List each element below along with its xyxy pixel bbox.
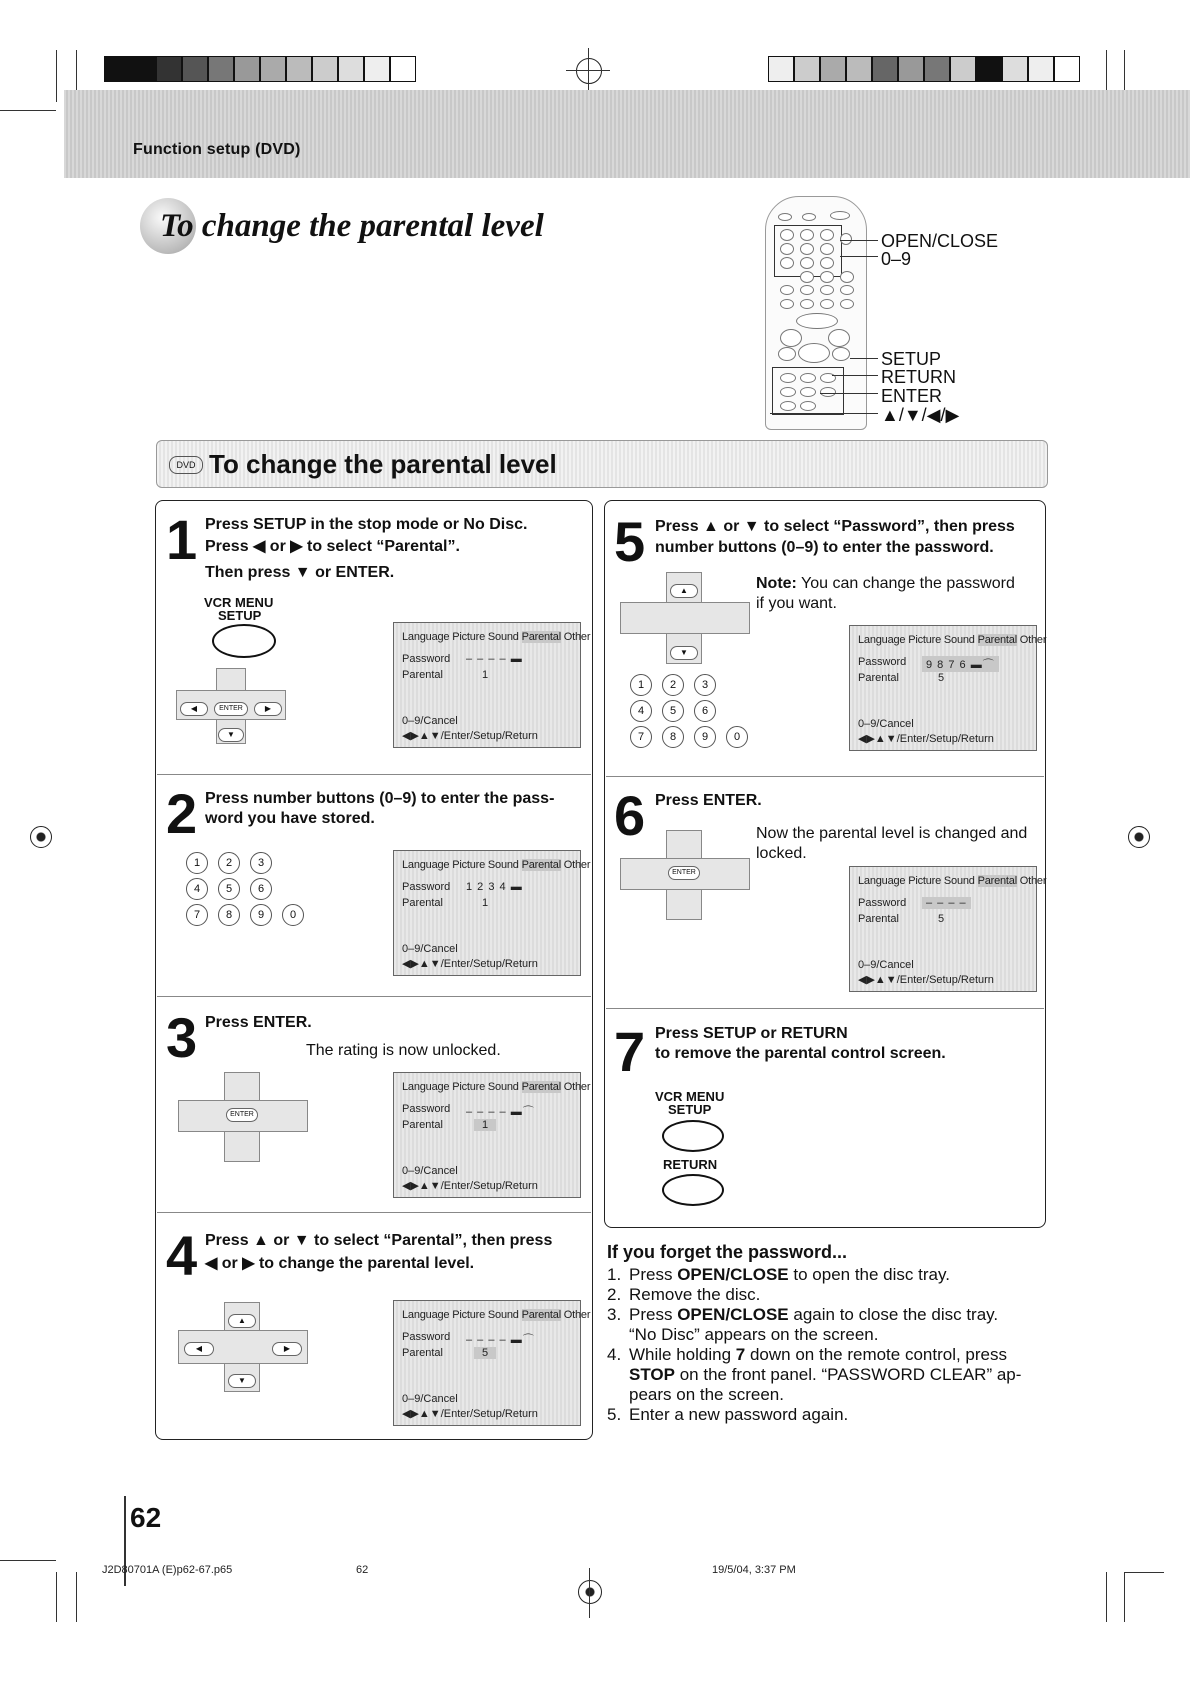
enter-button: ENTER bbox=[226, 1108, 258, 1122]
step-7-line-2: to remove the parental control screen. bbox=[655, 1045, 946, 1062]
list-item: 4. While holding 7 down on the remote control, press STOP on the front panel. “PASSWORD CLEAR” ap- pears on the screen. bbox=[607, 1345, 1022, 1404]
return-label: RETURN bbox=[663, 1157, 718, 1172]
ch-minus-button: ◀ bbox=[184, 1342, 214, 1356]
osd-password-value: – – – – ▬⌒ bbox=[466, 1106, 535, 1118]
crosshair-right-icon bbox=[1128, 826, 1150, 848]
osd-nav-hint: ◀▶▲▼/Enter/Setup/Return bbox=[402, 730, 538, 742]
registration-strip-right bbox=[768, 56, 1080, 82]
dpad-illustration bbox=[620, 572, 750, 664]
crosshair-top-icon bbox=[576, 58, 602, 84]
set-minus-button: ▼ bbox=[670, 646, 698, 660]
digit-key: 3 bbox=[694, 674, 716, 696]
remote-label-setup: SETUP bbox=[881, 349, 942, 369]
digit-key: 6 bbox=[250, 878, 272, 900]
step-3-note: The rating is now unlocked. bbox=[306, 1042, 501, 1059]
registration-strip-left bbox=[104, 56, 416, 82]
enter-button: ENTER bbox=[668, 866, 700, 880]
osd-parental-value: 1 bbox=[482, 669, 489, 681]
remote-label-open-close: OPEN/CLOSE bbox=[881, 231, 999, 251]
enter-button: ENTER bbox=[214, 702, 248, 716]
crop-mark bbox=[1106, 1572, 1107, 1622]
step-5-line-1: Press ▲ or ▼ to select “Password”, then press bbox=[655, 518, 1015, 535]
digit-key: 9 bbox=[694, 726, 716, 748]
section-label: Function setup (DVD) bbox=[133, 141, 301, 158]
step-6-note-line-1: Now the parental level is changed and bbox=[756, 825, 1028, 842]
step-3-line-1: Press ENTER. bbox=[205, 1014, 312, 1031]
ch-plus-button: ▶ bbox=[272, 1342, 302, 1356]
dpad-illustration bbox=[176, 668, 286, 744]
step-4-line-2: ◀ or ▶ to change the parental level. bbox=[205, 1255, 475, 1272]
digit-key: 9 bbox=[250, 904, 272, 926]
step-1-line-3: Then press ▼ or ENTER. bbox=[205, 564, 395, 581]
step-number: 6 bbox=[614, 784, 646, 847]
step-number: 1 bbox=[166, 508, 198, 571]
vcr-menu-label: VCR MENU bbox=[204, 595, 274, 610]
footer-page: 62 bbox=[356, 1564, 369, 1576]
dpad-illustration bbox=[178, 1072, 308, 1162]
osd-password-value: 9 8 7 6 ▬⌒ bbox=[922, 656, 999, 672]
header-band bbox=[64, 90, 1190, 178]
osd-parental-value: 1 bbox=[482, 897, 489, 909]
step-5-note-line-2: if you want. bbox=[756, 595, 837, 612]
remote-label-arrows: ▲/▼/◀/▶ bbox=[881, 405, 960, 425]
osd-parental-value: 1 bbox=[474, 1119, 496, 1131]
osd-screen: Language Picture Sound Parental Other Password 9 8 7 6 ▬⌒ Parental 5 0–9/Cancel ◀▶▲▼/Enter/Setup/Return bbox=[849, 625, 1037, 751]
section-heading-bar bbox=[156, 440, 1048, 488]
osd-screen: Language Picture Sound Parental Other Password – – – – ▬⌒ Parental 5 0–9/Cancel ◀▶▲▼/Enter/Setup/Return bbox=[393, 1300, 581, 1426]
osd-password-value: – – – – ▬⌒ bbox=[466, 1334, 535, 1346]
step-1-line-1: Press SETUP in the stop mode or No Disc. bbox=[205, 516, 528, 533]
return-button-icon bbox=[662, 1174, 724, 1206]
crop-mark bbox=[0, 1560, 56, 1561]
list-item: 3. Press OPEN/CLOSE again to close the disc tray. “No Disc” appears on the screen. bbox=[607, 1305, 999, 1344]
set-plus-button: ▲ bbox=[228, 1314, 256, 1328]
digit-key: 8 bbox=[662, 726, 684, 748]
set-minus-button: ▼ bbox=[218, 728, 244, 742]
page-title: To change the parental level bbox=[160, 208, 544, 244]
digit-key: 8 bbox=[218, 904, 240, 926]
osd-password-label: Password bbox=[402, 653, 451, 665]
step-6-line-1: Press ENTER. bbox=[655, 792, 762, 809]
forget-password-title: If you forget the password... bbox=[607, 1242, 848, 1262]
vcr-menu-label: VCR MENU bbox=[655, 1089, 725, 1104]
remote-label-enter: ENTER bbox=[881, 386, 943, 406]
osd-menu-bar: Language Picture Sound Parental Other bbox=[402, 631, 591, 643]
step-2-line-1: Press number buttons (0–9) to enter the pass- bbox=[205, 790, 555, 807]
dpad-illustration bbox=[178, 1302, 308, 1392]
step-4-line-1: Press ▲ or ▼ to select “Parental”, then press bbox=[205, 1232, 553, 1249]
osd-parental-value: 5 bbox=[474, 1347, 496, 1359]
setup-button-icon bbox=[662, 1120, 724, 1152]
osd-password-value: – – – – bbox=[922, 897, 971, 909]
dvd-badge: DVD bbox=[169, 456, 203, 474]
crop-mark bbox=[56, 1572, 57, 1622]
step-5-line-2: number buttons (0–9) to enter the password. bbox=[655, 539, 994, 556]
remote-control-illustration bbox=[765, 196, 867, 430]
step-number: 3 bbox=[166, 1006, 198, 1069]
setup-label: SETUP bbox=[668, 1102, 712, 1117]
digit-key: 0 bbox=[726, 726, 748, 748]
digit-key: 1 bbox=[630, 674, 652, 696]
remote-label-return: RETURN bbox=[881, 367, 956, 387]
step-number: 7 bbox=[614, 1020, 646, 1083]
step-6-note-line-2: locked. bbox=[756, 845, 807, 862]
digit-key: 1 bbox=[186, 852, 208, 874]
crosshair-left-icon bbox=[30, 826, 52, 848]
osd-password-value: 1 2 3 4 ▬ bbox=[466, 881, 523, 893]
osd-password-value: – – – – ▬ bbox=[466, 653, 523, 665]
crop-mark bbox=[1124, 1572, 1164, 1573]
list-item: 5. Enter a new password again. bbox=[607, 1405, 849, 1424]
page-number: 62 bbox=[130, 1502, 162, 1533]
osd-parental-value: 5 bbox=[938, 672, 945, 684]
osd-screen bbox=[393, 622, 591, 748]
digit-key: 4 bbox=[630, 700, 652, 722]
crop-mark bbox=[0, 110, 56, 111]
osd-cancel-hint: 0–9/Cancel bbox=[402, 715, 458, 727]
step-number: 2 bbox=[166, 782, 198, 845]
forget-password-list bbox=[607, 1265, 1047, 1425]
osd-screen: Language Picture Sound Parental Other Password 1 2 3 4 ▬ Parental 1 0–9/Cancel ◀▶▲▼/Enter/Setup/Return bbox=[393, 850, 581, 976]
step-7-line-1: Press SETUP or RETURN bbox=[655, 1025, 848, 1042]
setup-label: SETUP bbox=[218, 608, 262, 623]
digit-key: 7 bbox=[186, 904, 208, 926]
step-2-line-2: word you have stored. bbox=[205, 810, 375, 827]
digit-key: 2 bbox=[662, 674, 684, 696]
step-number: 4 bbox=[166, 1224, 198, 1287]
crop-mark bbox=[1124, 1572, 1125, 1622]
dpad-illustration bbox=[620, 830, 750, 920]
digit-key: 6 bbox=[694, 700, 716, 722]
set-minus-button: ▼ bbox=[228, 1374, 256, 1388]
list-item: 2. Remove the disc. bbox=[607, 1285, 761, 1304]
step-number: 5 bbox=[614, 510, 646, 573]
digit-key: 5 bbox=[218, 878, 240, 900]
crop-mark bbox=[76, 1572, 77, 1622]
digit-key: 4 bbox=[186, 878, 208, 900]
digit-key: 0 bbox=[282, 904, 304, 926]
digit-key: 3 bbox=[250, 852, 272, 874]
crop-mark bbox=[56, 50, 57, 102]
setup-button-icon bbox=[212, 624, 276, 658]
digit-key: 7 bbox=[630, 726, 652, 748]
footer-file: J2D80701A (E)p62-67.p65 bbox=[102, 1564, 233, 1576]
digit-key: 5 bbox=[662, 700, 684, 722]
osd-screen: Language Picture Sound Parental Other Password – – – – ▬⌒ Parental 1 0–9/Cancel ◀▶▲▼/Enter/Setup/Return bbox=[393, 1072, 581, 1198]
crop-mark bbox=[589, 1568, 590, 1618]
osd-parental-label: Parental bbox=[402, 669, 443, 681]
crop-mark bbox=[566, 70, 610, 71]
crosshair-bottom-icon bbox=[578, 1580, 602, 1604]
remote-label-digits: 0–9 bbox=[881, 249, 912, 269]
set-plus-button: ▲ bbox=[670, 584, 698, 598]
osd-parental-value: 5 bbox=[938, 913, 945, 925]
step-1-line-2: Press ◀ or ▶ to select “Parental”. bbox=[205, 538, 460, 555]
section-heading: To change the parental level bbox=[209, 449, 557, 479]
ch-plus-button: ▶ bbox=[254, 702, 282, 716]
digit-key: 2 bbox=[218, 852, 240, 874]
list-item: 1. Press OPEN/CLOSE to open the disc tray. bbox=[607, 1265, 950, 1284]
osd-screen: Language Picture Sound Parental Other Password – – – – Parental 5 0–9/Cancel ◀▶▲▼/Enter/Setup/Return bbox=[849, 866, 1037, 992]
footer-date: 19/5/04, 3:37 PM bbox=[712, 1564, 796, 1576]
ch-minus-button: ◀ bbox=[180, 702, 208, 716]
step-5-note: Note: You can change the password bbox=[756, 575, 1015, 592]
